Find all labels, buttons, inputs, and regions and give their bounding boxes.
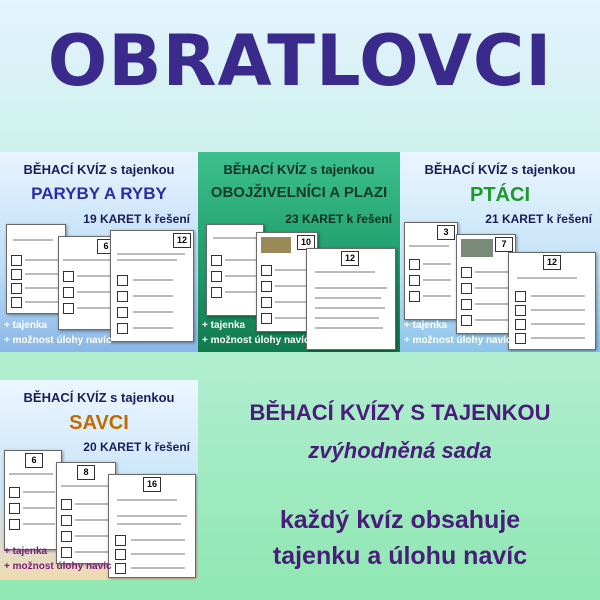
panel-card-count: 20 KARET k řešení (83, 440, 190, 454)
panel-heading: BĚHACÍ KVÍZ s tajenkou (23, 390, 175, 405)
panel-topic: OBOJŽIVELNÍCI A PLAZI (210, 184, 388, 201)
quiz-card (4, 450, 62, 550)
panel-topic: PTÁCI (470, 184, 530, 206)
panel-extra-uloha: + možnost úlohy navíc (4, 561, 112, 572)
quiz-card (108, 474, 196, 578)
card-number: 6 (97, 239, 115, 254)
quiz-card (110, 230, 194, 342)
card-number: 8 (77, 465, 95, 480)
panel-topic: PARYBY A RYBY (31, 184, 167, 203)
card-number: 7 (495, 237, 513, 252)
quiz-card (404, 222, 458, 320)
quiz-panel-ryby[interactable] (0, 152, 198, 352)
panel-card-count: 21 KARET k řešení (485, 212, 592, 226)
quiz-card (58, 236, 118, 330)
quiz-card (508, 252, 596, 350)
promo-subline: zvýhodněná sada (308, 438, 492, 463)
panel-topic: SAVCI (69, 412, 129, 434)
promo-line-3: každý kvíz obsahuje (279, 506, 521, 534)
card-number: 16 (143, 477, 161, 492)
panel-extra-tajenka: + tajenka (4, 546, 48, 557)
panel-card-count: 19 KARET k řešení (83, 212, 190, 226)
panel-extra-uloha: + možnost úlohy navíc (404, 335, 512, 346)
card-number: 6 (25, 453, 43, 468)
promo-line-4: tajenku a úlohu navíc (272, 542, 528, 570)
card-number: 3 (437, 225, 455, 240)
panel-extra-uloha: + možnost úlohy navíc (4, 335, 112, 346)
card-number: 12 (543, 255, 561, 270)
quiz-card (6, 224, 66, 314)
card-number: 12 (173, 233, 191, 248)
quiz-card (306, 248, 396, 350)
card-number: 12 (341, 251, 359, 266)
panel-heading: BĚHACÍ KVÍZ s tajenkou (424, 162, 576, 177)
promo-headline: BĚHACÍ KVÍZY S TAJENKOU (249, 400, 551, 425)
quiz-panel-obojzivelnici[interactable] (198, 152, 400, 352)
panel-heading: BĚHACÍ KVÍZ s tajenkou (23, 162, 175, 177)
panel-extra-uloha: + možnost úlohy navíc (202, 335, 310, 346)
main-title: OBRATLOVCI (47, 20, 553, 102)
panel-card-count: 23 KARET k řešení (285, 212, 392, 226)
panel-extra-tajenka: + tajenka (4, 320, 48, 331)
panel-heading: BĚHACÍ KVÍZ s tajenkou (223, 162, 375, 177)
panel-extra-tajenka: + tajenka (404, 320, 448, 331)
quiz-panel-savci[interactable] (0, 380, 198, 580)
panel-extra-tajenka: + tajenka (202, 320, 246, 331)
card-number: 10 (297, 235, 315, 250)
quiz-panel-ptaci[interactable] (400, 152, 600, 352)
